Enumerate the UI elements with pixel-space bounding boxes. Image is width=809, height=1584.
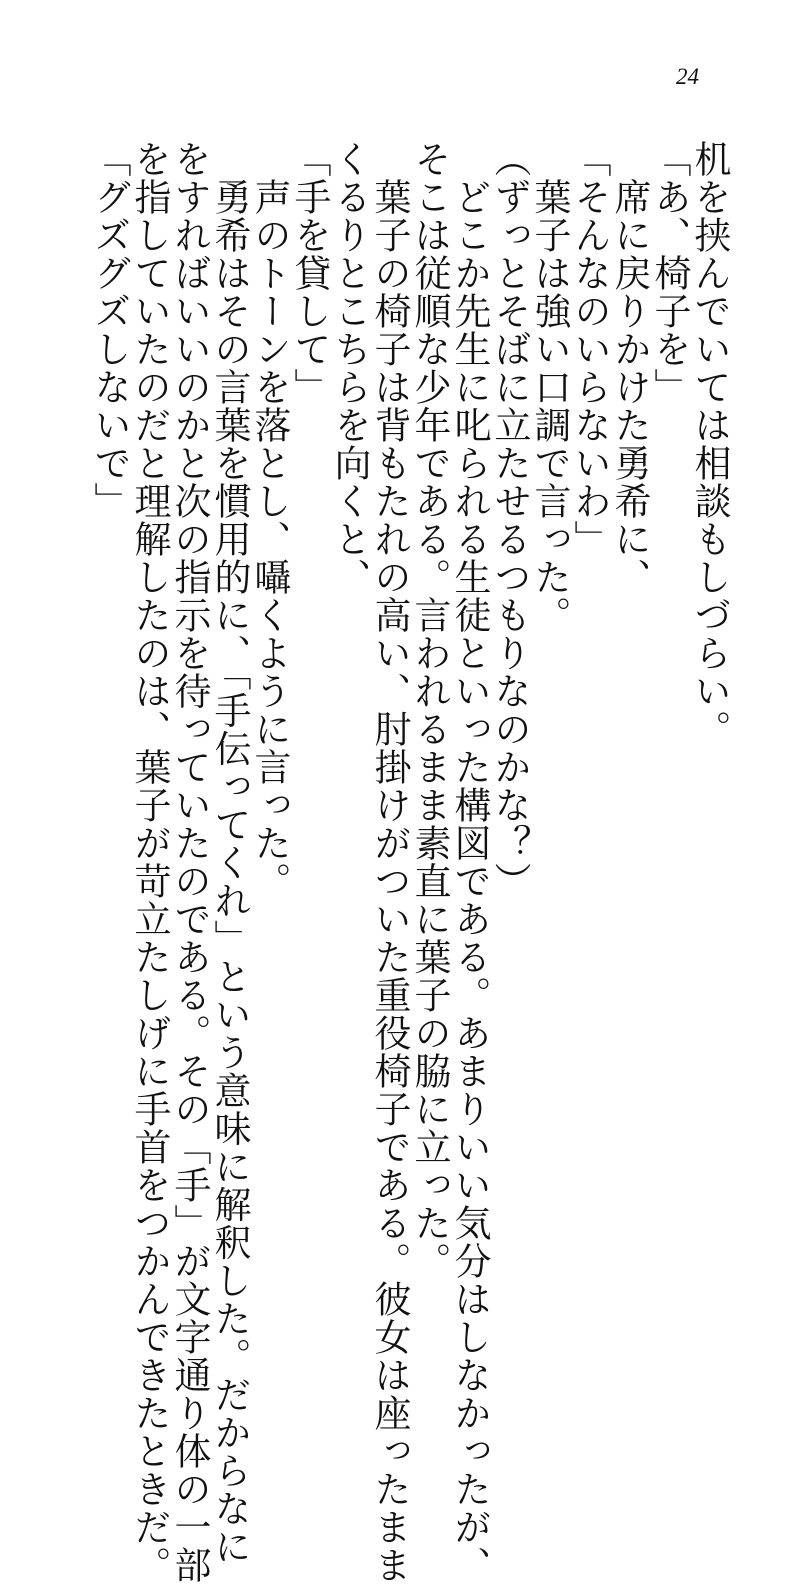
body-text [88,140,731,1584]
text-line: 「そんなのいらないわ」 [568,140,611,558]
text-line: をすればいいのかと次の指示を待っていたのである。その「手」が文字通り体の一部 [168,140,211,1584]
text-line: 勇希はその言葉を慣用的に、「手伝ってくれ」という意味に解釈した。だからなに [208,140,251,1566]
text-line: どこか先生に叱られる生徒といった構図である。あまりいい気分はしなかったが、 [448,140,491,1584]
text-line: を指していたのだと理解したのは、葉子が苛立たしげに手首をつかんできたときだ。 [128,140,171,1584]
text-line: 「あ、椅子を」 [648,140,691,406]
text-line: 「グズグズしないで」 [88,140,131,520]
text-line: 葉子の椅子は背もたれの高い、肘掛けがついた重役椅子である。彼女は座ったまま [368,140,411,1584]
text-line: （ずっとそばに立たせるつもりなのかな？） [488,140,531,900]
text-line: 葉子は強い口調で言った。 [528,140,571,634]
text-line: 声のトーンを落とし、囁くように言った。 [248,140,291,900]
text-line: 机を挟んでいては相談もしづらい。 [688,140,731,748]
page-number: 24 [676,64,699,89]
text-line: くるりとこちらを向くと、 [328,140,371,596]
text-line: 「手を貸して」 [288,140,331,406]
text-line: 席に戻りかけた勇希に、 [608,140,651,596]
text-line: そこは従順な少年である。言われるまま素直に葉子の脇に立った。 [408,140,451,1280]
